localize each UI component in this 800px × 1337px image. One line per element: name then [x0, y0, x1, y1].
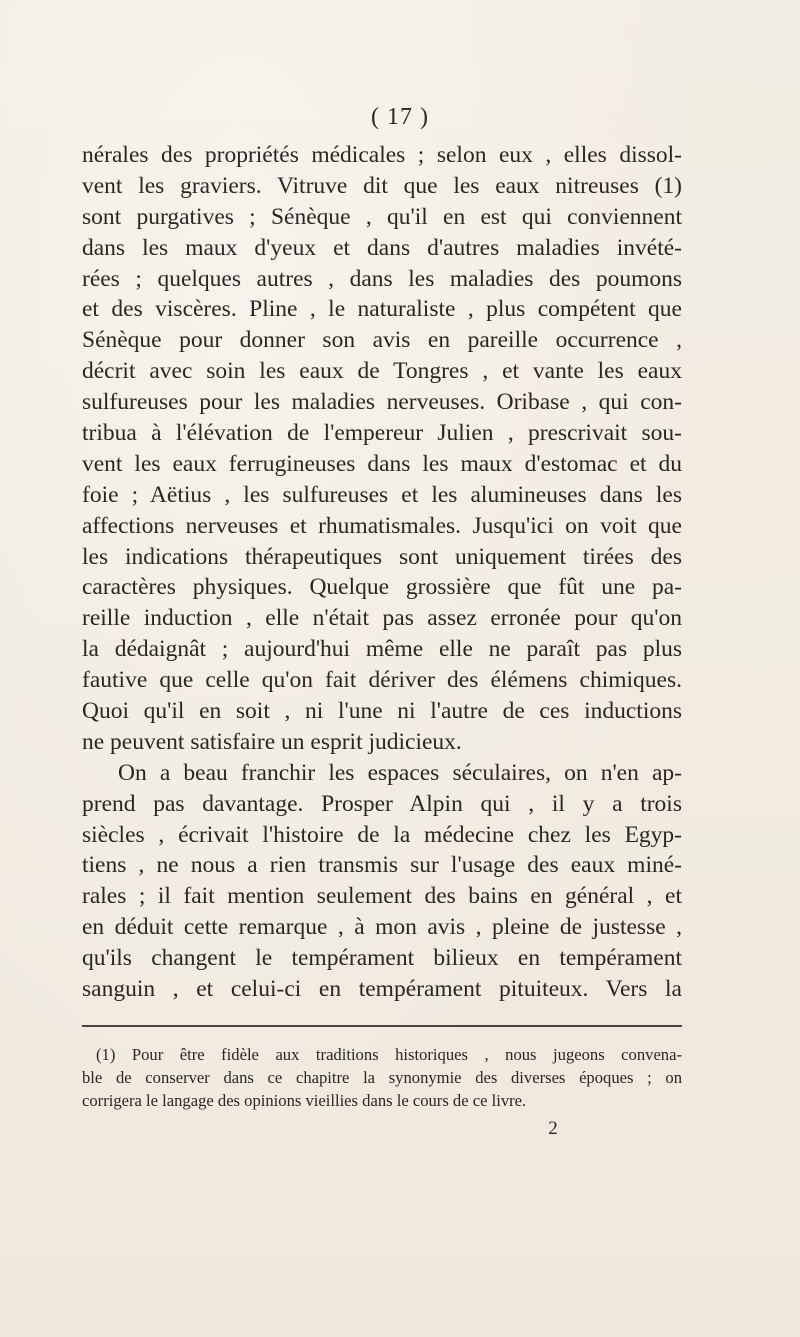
- text-line: Quoi qu'il en soit , ni l'une ni l'autre de ces inductions: [82, 698, 682, 725]
- footnote-line: ble de conserver dans ce chapitre la synonymie des diverses époques ; on: [82, 1067, 682, 1087]
- text-line: prend pas davantage. Prosper Alpin qui , il y a trois: [82, 790, 682, 817]
- text-line: sont purgatives ; Sénèque , qu'il en est qui conviennent: [82, 203, 682, 230]
- text-line: rales ; il fait mention seulement des bains en général , et: [82, 883, 682, 910]
- text-line: On a beau franchir les espaces séculaires, on n'en ap-: [118, 759, 682, 786]
- text-line: sulfureuses pour les maladies nerveuses. Oribase , qui con-: [82, 389, 682, 416]
- text-line: caractères physiques. Quelque grossière que fût une pa-: [82, 574, 682, 601]
- text-line: qu'ils changent le tempérament bilieux en tempérament: [82, 945, 682, 972]
- footnote: [82, 1044, 682, 1112]
- text-line: tribua à l'élévation de l'empereur Julien , prescrivait sou-: [82, 420, 682, 447]
- footnote-line: corrigera le langage des opinions vieillies dans le cours de ce livre.: [82, 1090, 527, 1110]
- text-line: affections nerveuses et rhumatismales. Jusqu'ici on voit que: [82, 512, 682, 539]
- text-line: la dédaignât ; aujourd'hui même elle ne paraît pas plus: [82, 636, 682, 663]
- signature-mark: 2: [548, 1118, 558, 1139]
- text-line: les indications thérapeutiques sont uniquement tirées des: [82, 543, 682, 570]
- footnote-divider: [82, 1025, 682, 1027]
- text-line: reille induction , elle n'était pas assez erronée pour qu'on: [82, 605, 682, 632]
- text-line: siècles , écrivait l'histoire de la médecine chez les Egyp-: [82, 821, 682, 848]
- text-line: décrit avec soin les eaux de Tongres , et vante les eaux: [82, 358, 682, 385]
- text-line: sanguin , et celui-ci en tempérament pituiteux. Vers la: [82, 976, 682, 1003]
- footnote-line: (1) Pour être fidèle aux traditions historiques , nous jugeons convena-: [96, 1045, 682, 1064]
- text-line: et des viscères. Pline , le naturaliste , plus compétent que: [82, 296, 682, 323]
- text-line: Sénèque pour donner son avis en pareille occurrence ,: [82, 327, 682, 354]
- text-line: rées ; quelques autres , dans les maladies des poumons: [82, 265, 682, 292]
- text-line: fautive que celle qu'on fait dériver des élémens chimiques.: [82, 667, 682, 694]
- text-line: tiens , ne nous a rien transmis sur l'usage des eaux miné-: [82, 852, 682, 879]
- text-line: nérales des propriétés médicales ; selon eux , elles dissol-: [82, 142, 682, 168]
- text-line: foie ; Aëtius , les sulfureuses et les alumineuses dans les: [82, 481, 682, 508]
- text-line: vent les eaux ferrugineuses dans les maux d'estomac et du: [82, 450, 682, 477]
- text-line: dans les maux d'yeux et dans d'autres maladies invété-: [82, 234, 682, 261]
- text-line: vent les graviers. Vitruve dit que les eaux nitreuses (1): [82, 172, 682, 199]
- page-number: ( 17 ): [371, 104, 429, 130]
- text-line: en déduit cette remarque , à mon avis , pleine de justesse ,: [82, 914, 682, 941]
- text-line: ne peuvent satisfaire un esprit judicieux.: [82, 728, 462, 755]
- body-text: [82, 140, 682, 1005]
